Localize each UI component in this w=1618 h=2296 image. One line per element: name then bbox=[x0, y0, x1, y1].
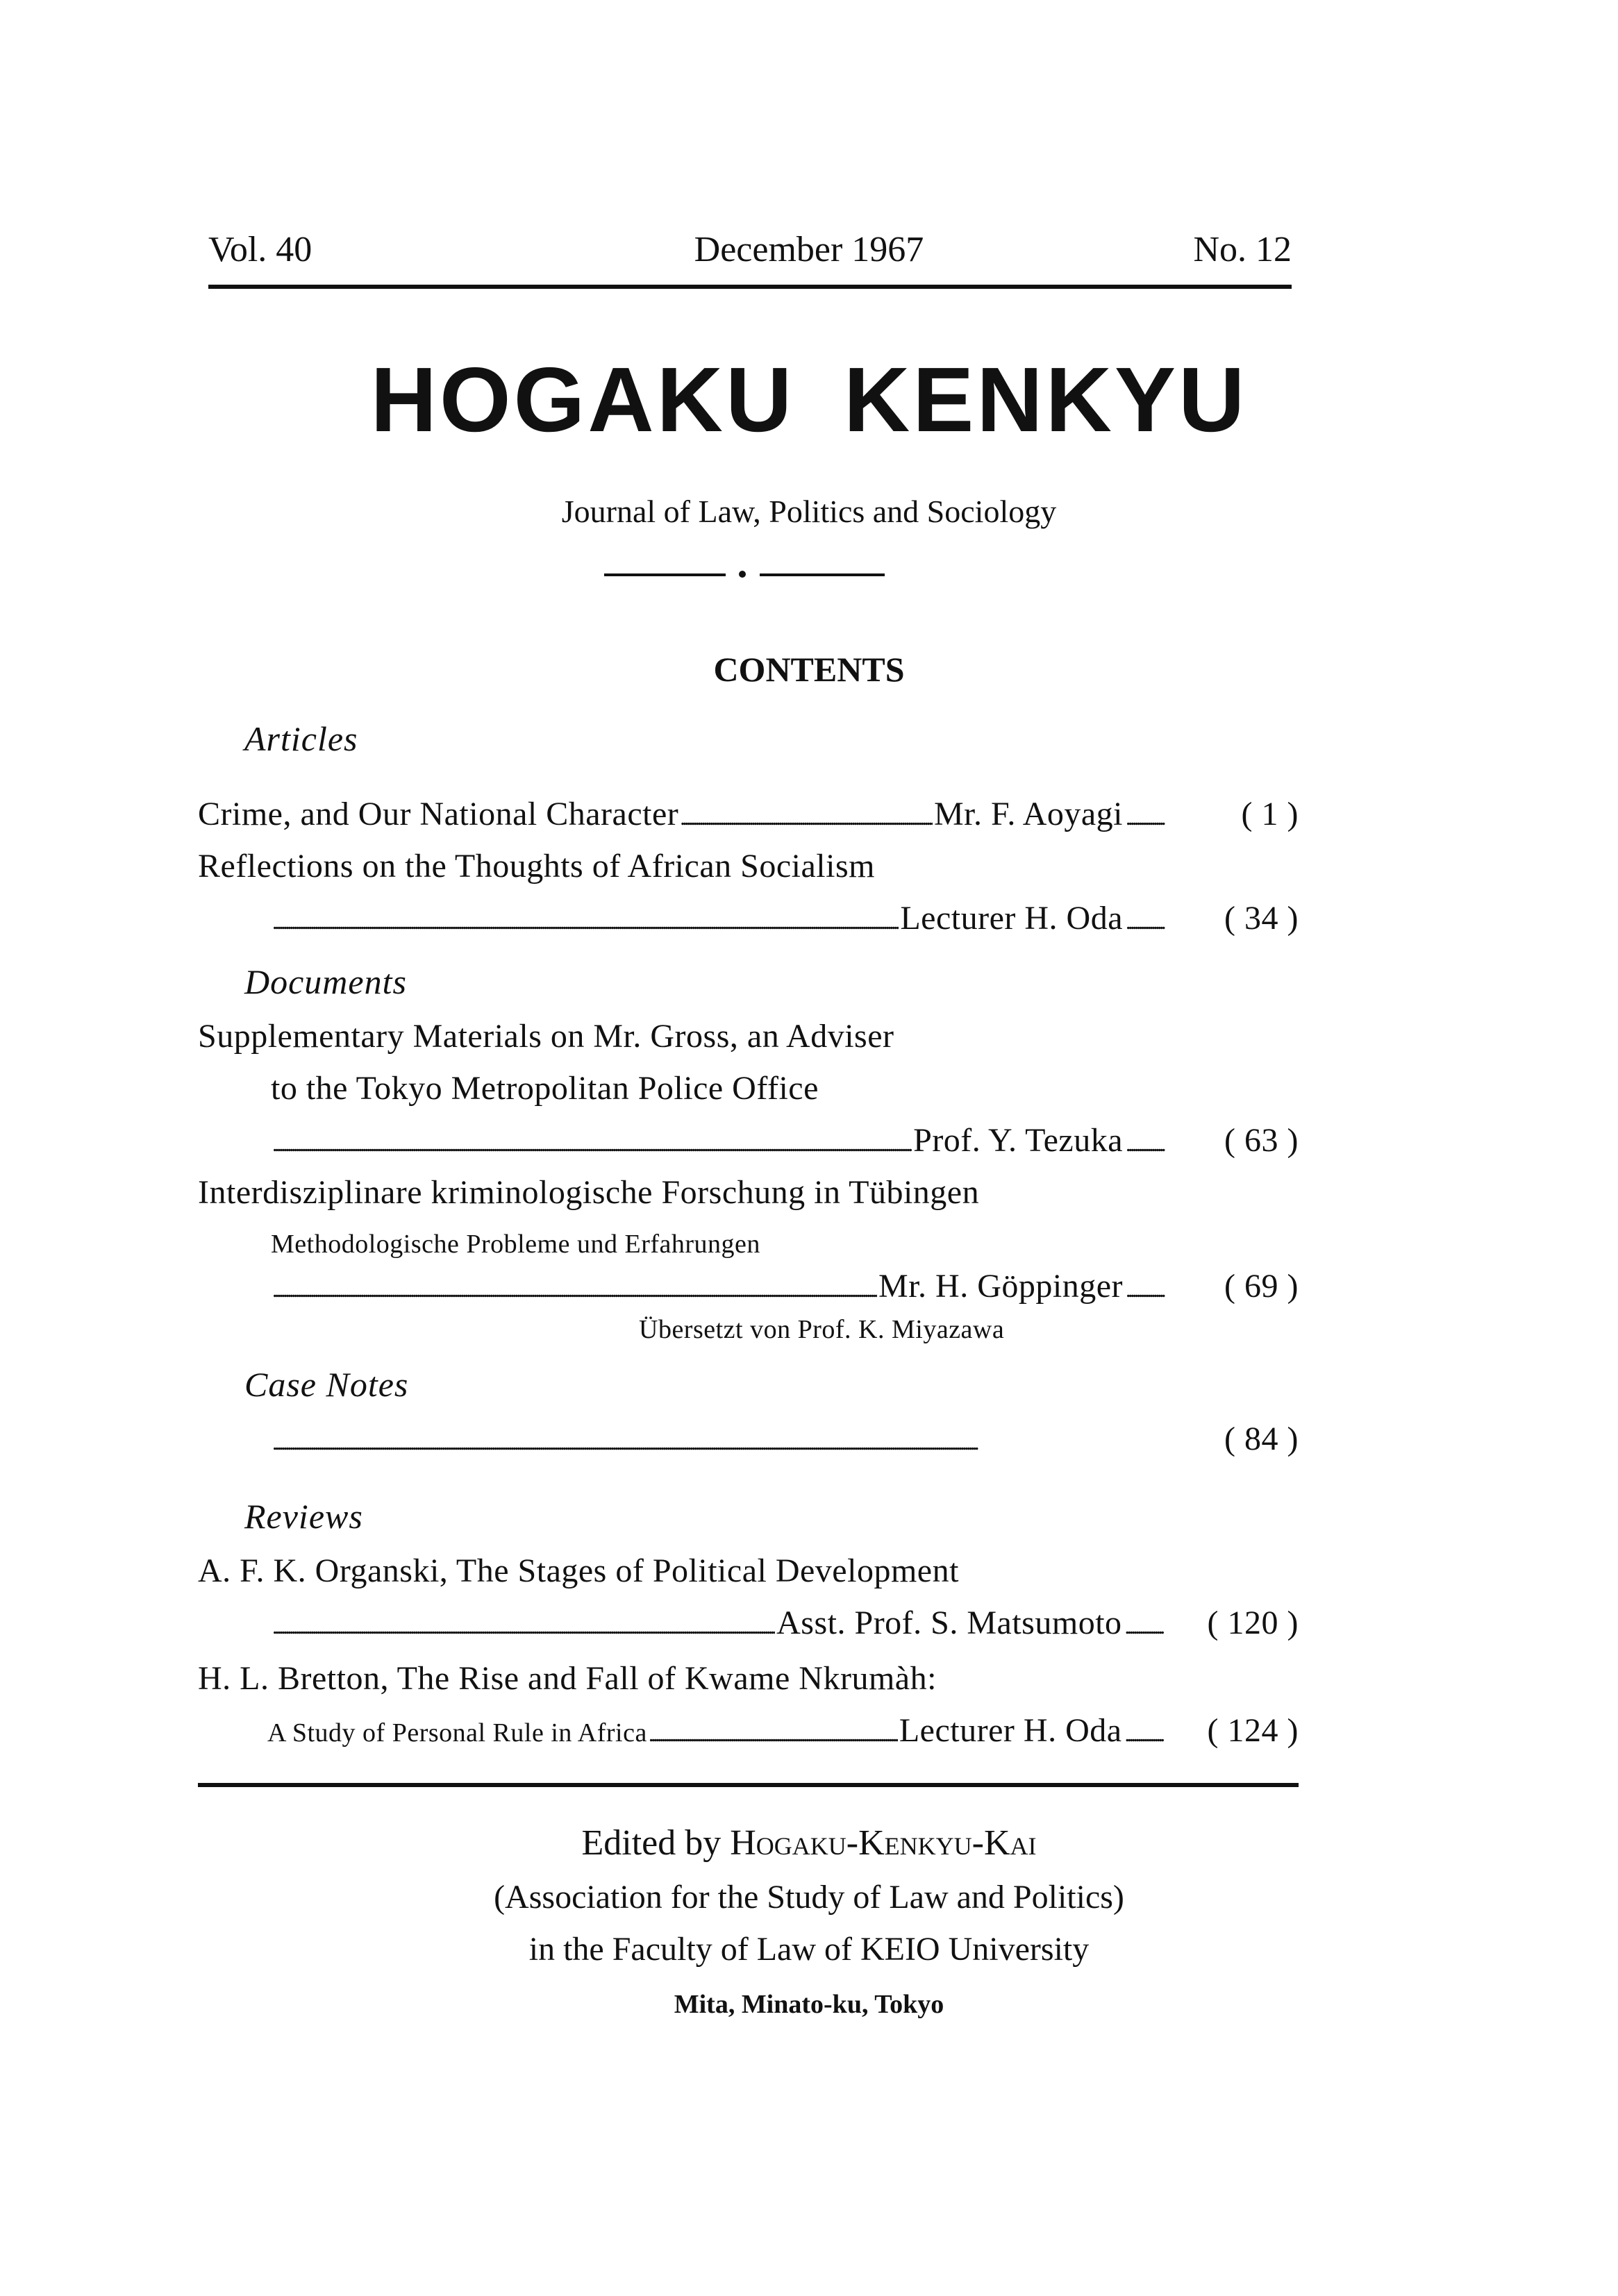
volume-label: Vol. 40 bbox=[208, 230, 312, 269]
issue-number: No. 12 bbox=[1193, 230, 1292, 269]
faculty-line: in the Faculty of Law of KEIO University bbox=[528, 1931, 1090, 1968]
ornament-dot bbox=[739, 571, 746, 578]
leader-dots bbox=[649, 1711, 898, 1750]
journal-title: HOGAKU KENKYU bbox=[370, 349, 1248, 451]
section-reviews: Reviews bbox=[244, 1497, 363, 1536]
toc-author: Mr. H. Göppinger bbox=[878, 1268, 1123, 1305]
leader-dots bbox=[1126, 795, 1206, 833]
toc-subtitle: A Study of Personal Rule in Africa bbox=[267, 1718, 647, 1748]
toc-author: Lecturer H. Oda bbox=[899, 1712, 1122, 1749]
leader-dots bbox=[680, 795, 933, 833]
leader-dots bbox=[1126, 899, 1206, 937]
leader-dots bbox=[272, 1267, 877, 1305]
leader-dots bbox=[1126, 1121, 1206, 1159]
toc-title: Interdisziplinare kriminologische Forschung in Tübingen bbox=[198, 1174, 980, 1211]
toc-page: ( 34 ) bbox=[1224, 900, 1299, 937]
toc-entry-case-notes[interactable] bbox=[271, 1420, 1299, 1458]
toc-page: ( 84 ) bbox=[1224, 1421, 1299, 1457]
association-line: (Association for the Study of Law and Politics) bbox=[494, 1879, 1124, 1916]
toc-subtitle: Methodologische Probleme und Erfahrungen bbox=[271, 1230, 760, 1259]
toc-author: Prof. Y. Tezuka bbox=[913, 1122, 1123, 1159]
contents-heading: CONTENTS bbox=[713, 650, 905, 689]
footer-rule bbox=[198, 1783, 1299, 1787]
section-case-notes: Case Notes bbox=[244, 1365, 409, 1404]
editor-line bbox=[0, 1822, 1618, 1863]
toc-page: ( 69 ) bbox=[1224, 1268, 1299, 1305]
section-articles: Articles bbox=[244, 719, 358, 758]
toc-author: Mr. F. Aoyagi bbox=[933, 796, 1123, 832]
ornament-rule-left bbox=[604, 573, 726, 576]
toc-entry-tuebingen[interactable] bbox=[271, 1267, 1299, 1305]
toc-page: ( 63 ) bbox=[1224, 1122, 1299, 1159]
toc-author: Lecturer H. Oda bbox=[900, 900, 1123, 937]
journal-subtitle: Journal of Law, Politics and Sociology bbox=[561, 494, 1057, 529]
issue-date: December 1967 bbox=[694, 230, 924, 269]
toc-page: ( 1 ) bbox=[1241, 796, 1299, 832]
leader-dots bbox=[1126, 1267, 1206, 1305]
toc-title: H. L. Bretton, The Rise and Fall of Kwame Nkrumàh: bbox=[198, 1660, 937, 1697]
leader-dots bbox=[1125, 1711, 1205, 1750]
header-rule bbox=[208, 285, 1292, 289]
toc-entry-crime[interactable] bbox=[198, 795, 1299, 833]
toc-title: Reflections on the Thoughts of African Socialism bbox=[198, 848, 875, 885]
toc-title: Crime, and Our National Character bbox=[198, 796, 679, 832]
edited-by-label: Edited by bbox=[581, 1823, 722, 1863]
toc-page: ( 120 ) bbox=[1207, 1604, 1299, 1641]
toc-entry-bretton[interactable] bbox=[267, 1711, 1299, 1750]
toc-entry-gross[interactable] bbox=[271, 1121, 1299, 1159]
leader-dots bbox=[272, 1420, 1207, 1458]
editor-name: Hogaku-Kenkyu-Kai bbox=[730, 1823, 1037, 1863]
leader-dots bbox=[272, 1121, 912, 1159]
toc-title: Supplementary Materials on Mr. Gross, an Adviser bbox=[198, 1018, 894, 1055]
leader-dots bbox=[272, 899, 899, 937]
toc-author: Asst. Prof. S. Matsumoto bbox=[776, 1604, 1122, 1641]
toc-entry-reflections[interactable] bbox=[271, 899, 1299, 937]
toc-page: ( 124 ) bbox=[1207, 1712, 1299, 1749]
toc-entry-organski[interactable] bbox=[271, 1604, 1299, 1642]
address-line: Mita, Minato-ku, Tokyo bbox=[674, 1990, 944, 2019]
ornament-rule-right bbox=[760, 573, 885, 576]
section-documents: Documents bbox=[244, 962, 407, 1001]
toc-title: A. F. K. Organski, The Stages of Political Development bbox=[198, 1552, 959, 1589]
toc-title-continued: to the Tokyo Metropolitan Police Office bbox=[271, 1070, 819, 1107]
toc-translator: Übersetzt von Prof. K. Miyazawa bbox=[639, 1315, 1005, 1344]
leader-dots bbox=[1125, 1604, 1205, 1642]
leader-dots bbox=[272, 1604, 775, 1642]
